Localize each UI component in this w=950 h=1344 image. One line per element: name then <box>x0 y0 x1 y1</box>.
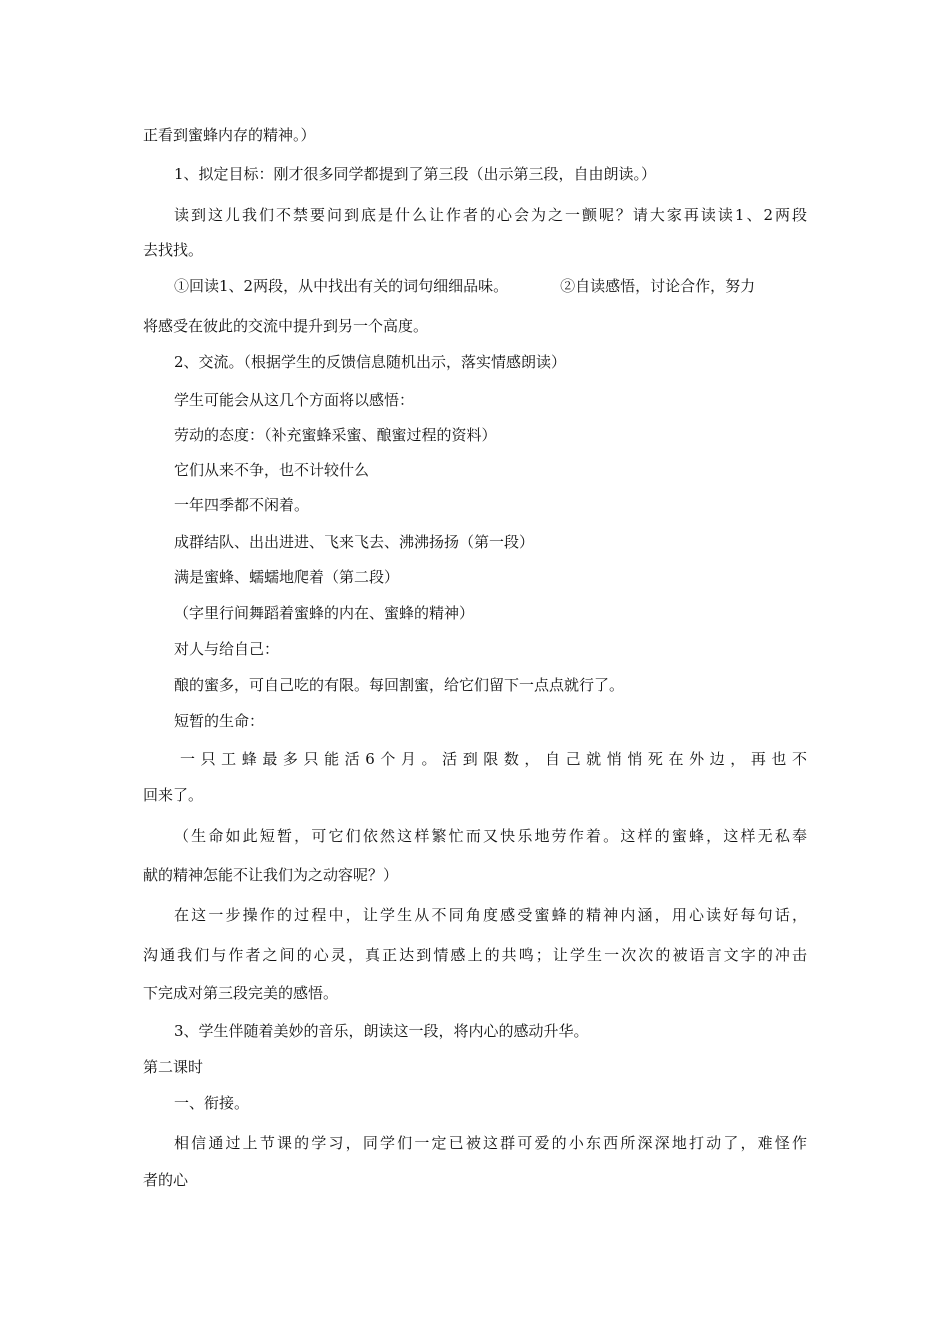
text-line: 一、衔接。 <box>174 1094 250 1112</box>
text-line: （生命如此短暂，可它们依然这样繁忙而又快乐地劳作着。这样的蜜蜂，这样无私奉 <box>174 827 807 845</box>
text-line: 2、交流。（根据学生的反馈信息随机出示，落实情感朗读） <box>174 353 567 371</box>
text-line: 酿的蜜多，可自己吃的有限。每回割蜜，给它们留下一点点就行了。 <box>174 676 625 694</box>
text-line: 短暂的生命： <box>174 712 265 730</box>
text-line: 它们从来不争，也不计较什么 <box>174 461 370 479</box>
text-line: 去找找。 <box>143 241 204 259</box>
text-line: 下完成对第三段完美的感悟。 <box>143 984 339 1002</box>
text-segment: ②自读感悟，讨论合作，努力 <box>560 277 756 295</box>
text-line: 成群结队、出出进进、飞来飞去、沸沸扬扬（第一段） <box>174 533 535 551</box>
text-line: 献的精神怎能不让我们为之动容呢？） <box>143 866 399 884</box>
text-line: 一年四季都不闲着。 <box>174 496 310 514</box>
text-line: 读到这儿我们不禁要问到底是什么让作者的心会为之一颤呢？请大家再读读1、2两段 <box>174 206 807 224</box>
text-line: 在这一步操作的过程中，让学生从不同角度感受蜜蜂的精神内涵，用心读好每句话， <box>174 906 807 924</box>
text-line: 劳动的态度：（补充蜜蜂采蜜、酿蜜过程的资料） <box>174 426 497 444</box>
text-line: 满是蜜蜂、蠕蠕地爬着（第二段） <box>174 568 400 586</box>
text-segment: ①回读1、2两段，从中找出有关的词句细细品味。 <box>174 277 509 295</box>
text-line: 学生可能会从这几个方面将以感悟： <box>174 391 415 409</box>
text-line: 正看到蜜蜂内存的精神。） <box>143 126 316 144</box>
text-line: 回来了。 <box>143 786 204 804</box>
text-line: 1、拟定目标：刚才很多同学都提到了第三段（出示第三段，自由朗读。） <box>174 165 657 183</box>
section-heading: 第二课时 <box>143 1058 204 1076</box>
text-line: 相信通过上节课的学习，同学们一定已被这群可爱的小东西所深深地打动了，难怪作 <box>174 1134 807 1152</box>
text-line: 一只工蜂最多只能活6个月。活到限数，自己就悄悄死在外边，再也不 <box>180 750 807 768</box>
text-line: 将感受在彼此的交流中提升到另一个高度。 <box>143 317 429 335</box>
text-line <box>143 276 807 296</box>
text-line: 3、学生伴随着美妙的音乐，朗读这一段，将内心的感动升华。 <box>174 1022 589 1040</box>
text-line: 对人与给自己： <box>174 640 280 658</box>
text-line: （字里行间舞蹈着蜜蜂的内在、蜜蜂的精神） <box>174 604 475 622</box>
text-line: 者的心 <box>143 1171 189 1189</box>
text-line: 沟通我们与作者之间的心灵，真正达到情感上的共鸣；让学生一次次的被语言文字的冲击 <box>143 946 807 964</box>
